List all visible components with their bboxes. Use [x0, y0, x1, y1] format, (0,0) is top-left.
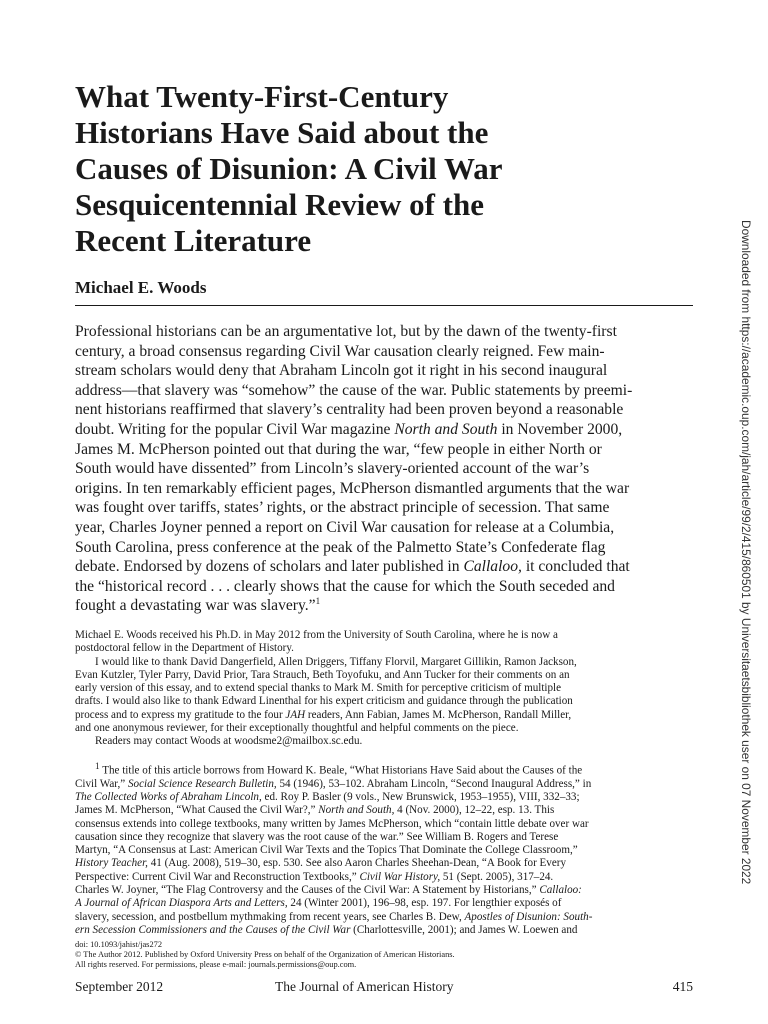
body-line — [75, 557, 693, 577]
footnote-line: consensus extends into college textbooks, many written by James McPherson, which “contain little debate over war — [75, 817, 589, 830]
cited-title: Civil War History, — [359, 870, 441, 883]
footnote-line — [75, 857, 693, 870]
body-line: origins. In ten remarkably efficient pages, McPherson dismantled arguments that the war — [75, 479, 630, 497]
cited-title: Apostles of Disunion: South- — [464, 910, 593, 923]
footnote-line — [75, 911, 693, 924]
author-note-line: early version of this essay, and to extend special thanks to Mark M. Smith for perceptive criticism of multiple — [75, 682, 562, 695]
author-note-line: postdoctoral fellow in the Department of History. — [75, 642, 294, 655]
notes-section — [75, 629, 693, 937]
footnote-line — [75, 884, 693, 897]
cited-title: A Journal of African Diaspora Arts and Letters, — [75, 897, 288, 910]
footnote-text-run: 41 (Aug. 2008), 519–30, esp. 530. See also Aaron Charles Sheehan-Dean, “A Book for Every — [147, 857, 567, 870]
author-note-line — [75, 709, 693, 722]
author-note-line: I would like to thank David Dangerfield, Allen Driggers, Tiffany Florvil, Margaret Gillikin, Ramon Jackson, — [95, 655, 577, 668]
body-line: the “historical record . . . clearly shows that the cause for which the South seceded and — [75, 577, 615, 595]
cited-title: The Collected Works of Abraham Lincoln, — [75, 790, 262, 803]
body-line: nent historians reaffirmed that slavery’s centrality had been proven beyond a reasonable — [75, 401, 624, 419]
title-divider — [75, 305, 693, 306]
footnote-line — [75, 791, 693, 804]
footnote-text-run: Civil War,” — [75, 777, 128, 790]
body-line: James M. McPherson pointed out that during the war, “few people in either North or — [75, 440, 602, 458]
cited-title: Social Science Research Bulletin, — [128, 777, 277, 790]
footnote-line — [75, 761, 693, 778]
author-note-line: and one anonymous reviewer, for their exceptionally thoughtful and helpful comments on the piece. — [75, 722, 519, 735]
footnote-text-run: (Charlottesville, 2001); and James W. Loewen and — [350, 923, 578, 936]
body-text-run: in November 2000, — [497, 420, 623, 438]
footnote-text-run: Perspective: Current Civil War and Reconstruction Textbooks,” — [75, 870, 360, 883]
body-text-run: it concluded that — [521, 558, 630, 576]
footnote-text-run: 24 (Winter 2001), 196–98, esp. 197. For lengthier exposés of — [287, 897, 562, 910]
publication-info — [75, 940, 455, 971]
body-line — [75, 420, 693, 440]
cited-title: ern Secession Commissioners and the Causes of the Civil War — [75, 923, 351, 936]
journal-title: Callaloo, — [463, 558, 522, 576]
journal-abbrev: JAH — [285, 708, 306, 721]
note-text-run: process and to express my gratitude to the four — [75, 708, 286, 721]
cited-title: History Teacher, — [75, 857, 148, 870]
body-line — [75, 596, 693, 616]
body-line: century, a broad consensus regarding Civil War causation clearly reigned. Few main- — [75, 342, 605, 360]
footnote-text-run: 51 (Sept. 2005), 317–24. — [440, 870, 554, 883]
author-note-line: Michael E. Woods received his Ph.D. in May 2012 from the University of South Carolina, where he is now a — [75, 629, 558, 641]
author-note-line: Evan Kutzler, Tyler Parry, David Prior, Tara Strauch, Beth Toyofuku, and Ann Tucker for their comments on an — [75, 668, 570, 681]
footnote-text-run: 4 (Nov. 2000), 12–22, esp. 13. This — [394, 804, 555, 817]
magazine-title: North and South — [394, 420, 498, 438]
rights-line: All rights reserved. For permissions, please e-mail: journals.permissions@oup.com. — [75, 960, 357, 970]
footnote-line: Martyn, “A Consensus at Last: American Civil War Texts and the Topics That Dominate the College Classroom,” — [75, 844, 578, 857]
cited-title: Callaloo: — [539, 884, 582, 897]
footnote-line — [75, 804, 693, 817]
page-number: 415 — [672, 979, 693, 994]
footnote-text-run: James M. McPherson, “What Caused the Civil War?,” — [75, 804, 319, 817]
body-line: stream scholars would deny that Abraham Lincoln got it right in his second inaugural — [75, 362, 608, 380]
title-line: Sesquicentennial Review of the — [75, 187, 485, 222]
footnote-text-run: slavery, secession, and postbellum mythmaking from recent years, see Charles B. Dew, — [75, 910, 465, 923]
body-text-run: doubt. Writing for the popular Civil War magazine — [75, 420, 395, 438]
title-line: Recent Literature — [75, 223, 312, 258]
body-line: South would have dissented” from Lincoln’s slavery-oriented account of the war’s — [75, 460, 590, 478]
author-note-line: Readers may contact Woods at woodsme2@mailbox.sc.edu. — [95, 735, 363, 748]
footnote-line — [75, 871, 693, 884]
footnote-line — [75, 897, 693, 910]
copyright-line: © The Author 2012. Published by Oxford University Press on behalf of the Organization of American Historians. — [75, 950, 455, 960]
page-footer — [75, 979, 693, 999]
download-watermark: Downloaded from https://academic.oup.com/jah/article/99/2/415/860501 by Universitaetsbibliothek user on 07 November 2022 — [739, 220, 753, 885]
footnote-text-run: Charles W. Joyner, “The Flag Controversy and the Causes of the Civil War: A Statement by Historians,” — [75, 884, 540, 897]
journal-name: The Journal of American History — [275, 979, 454, 994]
cited-title: North and South, — [318, 804, 395, 817]
article-title — [75, 79, 635, 259]
footnote-marker: 1 — [315, 596, 321, 607]
title-line: Historians Have Said about the — [75, 115, 489, 150]
author-name: Michael E. Woods — [75, 278, 207, 297]
body-paragraph — [75, 322, 693, 616]
author-note-line: drafts. I would also like to thank Edward Linenthal for his expert criticism and guidance through the publication — [75, 695, 573, 708]
body-text-run: debate. Endorsed by dozens of scholars and later published in — [75, 558, 464, 576]
footnote-line — [75, 924, 693, 937]
body-text-run: fought a devastating war was slavery.” — [75, 597, 316, 615]
issue-date: September 2012 — [75, 979, 164, 994]
footnote-line: causation since they recognize that slavery was the root cause of the war.” See William B. Rogers and Terese — [75, 830, 559, 843]
body-line: address—that slavery was “somehow” the cause of the war. Public statements by preemi- — [75, 381, 633, 399]
title-line: What Twenty-First-Century — [75, 79, 449, 114]
footnote-number: 1 — [95, 761, 100, 772]
body-line: Professional historians can be an argumentative lot, but by the dawn of the twenty-first — [75, 323, 617, 340]
footnote-text-run: The title of this article borrows from Howard K. Beale, “What Historians Have Said about the Causes of the — [99, 764, 583, 777]
footnote-text-run: 54 (1946), 53–102. Abraham Lincoln, “Second Inaugural Address,” in — [276, 777, 592, 790]
body-line: year, Charles Joyner penned a report on Civil War causation for release at a Columbia, — [75, 518, 615, 536]
note-spacer — [75, 749, 693, 761]
body-line: was fought over tariffs, states’ rights, or the abstract principle of secession. That same — [75, 499, 610, 517]
doi-line: doi: 10.1093/jahist/jas272 — [75, 940, 163, 949]
note-text-run: readers, Ann Fabian, James M. McPherson, Randall Miller, — [305, 708, 572, 721]
footnote-line — [75, 778, 693, 791]
body-line: South Carolina, press conference at the peak of the Palmetto State’s Confederate flag — [75, 538, 606, 556]
title-line: Causes of Disunion: A Civil War — [75, 151, 503, 186]
footnote-text-run: ed. Roy P. Basler (9 vols., New Brunswick, 1953–1955), VIII, 332–33; — [261, 790, 580, 803]
